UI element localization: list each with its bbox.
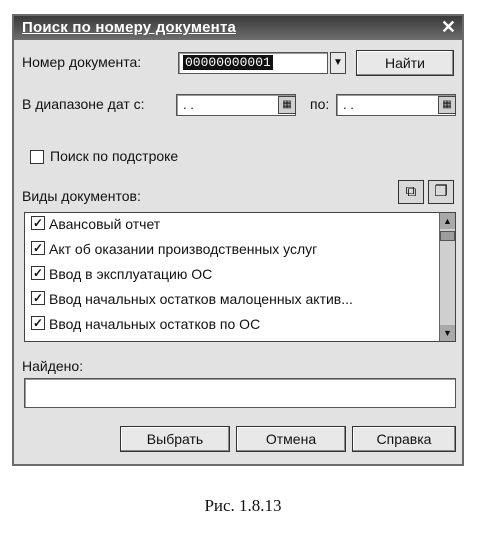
- doc-types-label: Виды документов:: [22, 188, 141, 204]
- found-field[interactable]: [24, 378, 456, 408]
- date-from-value: . .: [183, 97, 194, 112]
- dialog-title: Поиск по номеру документа: [22, 19, 237, 36]
- item-label: Ввод начальных остатков по ОС: [49, 316, 261, 333]
- doc-number-field[interactable]: [178, 52, 328, 74]
- list-item[interactable]: [31, 315, 260, 339]
- close-icon[interactable]: ✕: [440, 17, 456, 37]
- item-checkbox[interactable]: ✓: [32, 241, 44, 256]
- title-bar: [14, 16, 462, 40]
- calendar-icon[interactable]: ▦: [278, 96, 296, 114]
- date-to-label: по:: [310, 96, 330, 112]
- figure-caption: Рис. 1.8.13: [204, 496, 282, 515]
- item-checkbox[interactable]: ✓: [32, 216, 44, 231]
- find-button[interactable]: Найти: [356, 50, 454, 76]
- calendar-icon[interactable]: ▦: [438, 96, 456, 114]
- item-checkbox[interactable]: ✓: [32, 316, 44, 331]
- help-button[interactable]: Справка: [352, 426, 456, 452]
- substring-search-checkbox[interactable]: [30, 150, 44, 164]
- list-item[interactable]: [31, 215, 160, 239]
- found-label: Найдено:: [22, 358, 84, 374]
- date-to-value: . .: [343, 97, 354, 112]
- item-label: Ввод в эксплуатацию ОС: [49, 266, 213, 283]
- item-label: Акт об оказании производственных услуг: [49, 241, 318, 258]
- check-all-icon[interactable]: ⧉: [398, 180, 424, 204]
- item-checkbox[interactable]: ✓: [32, 266, 44, 281]
- doc-types-list: [24, 212, 456, 342]
- item-label: Авансовый отчет: [49, 216, 161, 233]
- doc-number-label: Номер документа:: [22, 54, 142, 70]
- scroll-thumb[interactable]: [440, 231, 455, 241]
- chevron-down-icon[interactable]: ▼: [330, 52, 346, 74]
- scroll-down-icon[interactable]: ▼: [440, 325, 455, 341]
- list-item[interactable]: [31, 265, 212, 289]
- uncheck-all-icon[interactable]: ❐: [428, 180, 454, 204]
- item-checkbox[interactable]: ✓: [32, 291, 44, 306]
- select-button[interactable]: Выбрать: [120, 426, 230, 452]
- scroll-up-icon[interactable]: ▲: [440, 213, 455, 229]
- search-dialog: [12, 14, 464, 466]
- substring-search-label: Поиск по подстроке: [50, 148, 179, 164]
- date-from-label: В диапазоне дат с:: [22, 96, 145, 112]
- cancel-button[interactable]: Отмена: [236, 426, 346, 452]
- doc-number-value: 00000000001: [185, 55, 271, 70]
- list-scrollbar[interactable]: [439, 213, 455, 341]
- item-label: Ввод начальных остатков малоценных актив...: [49, 291, 353, 308]
- list-item[interactable]: [31, 240, 317, 264]
- list-item[interactable]: [31, 290, 353, 314]
